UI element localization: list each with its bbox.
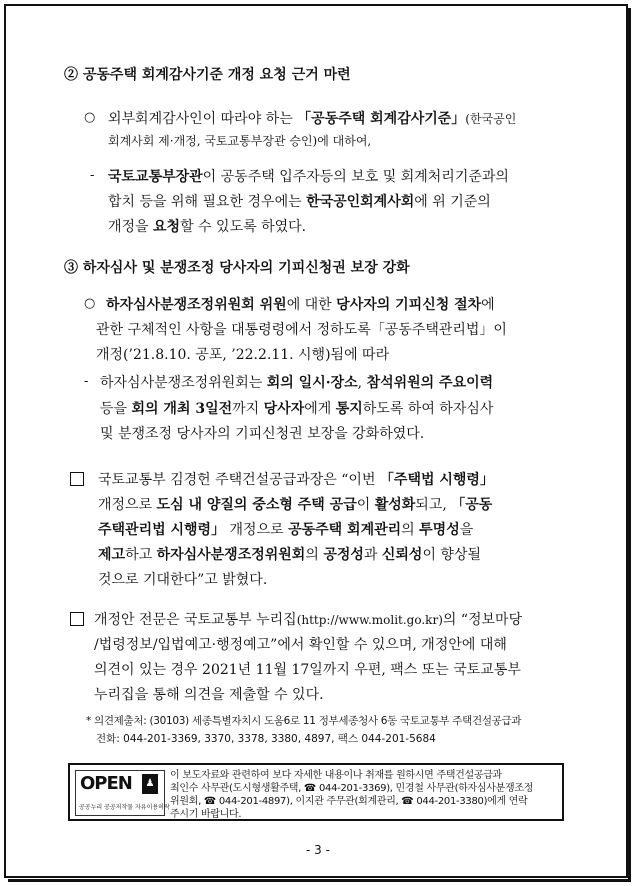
paragraph-line: 및 분쟁조정 당사자의 기피신청권 보장을 강화하였다. bbox=[100, 426, 425, 442]
dash-bullet-icon: - bbox=[90, 168, 95, 183]
paragraph-line: 외부회계감사인이 따라야 하는 「공동주택 회계감사기준」(한국공인 bbox=[108, 111, 517, 127]
paragraph-line: 국토교통부 김경헌 주택건설공급과장은 “이번 「주택법 시행령」 bbox=[98, 472, 494, 488]
paragraph-line: 하자심사분쟁조정위원회는 회의 일시·장소, 참석위원의 주요이력 bbox=[100, 375, 494, 391]
paragraph-line: 주택관리법 시행령」 개정으로 공동주택 회계관리의 투명성을 bbox=[98, 522, 474, 538]
section-title: 하자심사 및 분쟁조정 당사자의 기피신청권 보장 강화 bbox=[82, 260, 410, 276]
footer-line: 주시기 바랍니다. bbox=[170, 809, 242, 820]
paragraph-line: 합치 등을 위해 필요한 경우에는 한국공인회계사회에 위 기준의 bbox=[108, 194, 491, 210]
paragraph-line: 개정을 요청할 수 있도록 하였다. bbox=[108, 219, 307, 235]
paragraph-line: 개정안 전문은 국토교통부 누리집(http://www.molit.go.kr)의 “정보마당 bbox=[94, 612, 523, 628]
paragraph-line: 것으로 기대한다”고 밝혔다. bbox=[98, 572, 268, 588]
footer-line: 이 보도자료와 관련하여 보다 자세한 내용이나 취재를 원하시면 주택건설공급과 bbox=[170, 770, 502, 781]
paragraph-line: 제고하고 하자심사분쟁조정위원회의 공정성과 신뢰성이 향상될 bbox=[98, 547, 481, 563]
circle-bullet-icon: ○ bbox=[84, 296, 96, 311]
paragraph-line: 개정으로 도심 내 양질의 중소형 주택 공급이 활성화되고, 「공동 bbox=[98, 497, 493, 513]
contact-phone: 전화: 044-201-3369, 3370, 3378, 3380, 4897, 팩스 044-201-5684 bbox=[96, 733, 436, 745]
website-link[interactable]: (http://www.molit.go.kr) bbox=[296, 613, 443, 627]
contact-footer-box bbox=[68, 763, 564, 821]
paragraph-line: 등을 회의 개최 3일전까지 당사자에게 통지하도록 하여 하자심사 bbox=[100, 401, 494, 417]
circle-bullet-icon: ○ bbox=[84, 110, 96, 125]
paragraph-line: 개정(’21.8.10. 공포, ’22.2.11. 시행)됨에 따라 bbox=[96, 347, 390, 363]
footer-line: 최인수 사무관(도시형생활주택, ☎ 044-201-3369), 민경철 사무관(하자심사분쟁조정 bbox=[170, 783, 534, 794]
kogl-open-logo: OPEN ♟ 공공누리 공공저작물 자유이용허락 bbox=[75, 770, 165, 816]
square-bullet-icon bbox=[70, 612, 84, 626]
person-icon: ♟ bbox=[142, 774, 158, 794]
paragraph-line: /법령정보/입법예고·행정예고”에서 확인할 수 있으며, 개정안에 대해 bbox=[94, 637, 507, 653]
submission-address: * 의견제출처: (30103) 세종특별자치시 도움6로 11 정부세종청사 6동 국토교통부 주택건설공급과 bbox=[86, 715, 522, 727]
section-title: 공동주택 회계감사기준 개정 요청 근거 마련 bbox=[82, 67, 351, 83]
paragraph-line: 누리집을 통해 의견을 제출할 수 있다. bbox=[94, 687, 324, 703]
paragraph-line: 회계사회 제·개정, 국토교통부장관 승인)에 대하여, bbox=[108, 134, 372, 148]
section-number: ② bbox=[64, 67, 78, 83]
square-bullet-icon bbox=[70, 472, 84, 486]
section-3-heading bbox=[64, 257, 410, 277]
paragraph-line: 국토교통부장관이 공동주택 입주자등의 보호 및 회계처리기준과의 bbox=[108, 169, 509, 185]
paragraph-line: 의견이 있는 경우 2021년 11월 17일까지 우편, 팩스 또는 국토교통부 bbox=[94, 662, 521, 678]
section-number: ③ bbox=[64, 260, 78, 276]
paragraph-line: 관한 구체적인 사항을 대통령령에서 정하도록「공동주택관리법」이 bbox=[96, 322, 507, 338]
section-2-heading bbox=[64, 64, 351, 84]
page-number: - 3 - bbox=[306, 843, 330, 857]
paragraph-line: 하자심사분쟁조정위원회 위원에 대한 당사자의 기피신청 절차에 bbox=[106, 297, 495, 313]
dash-bullet-icon: - bbox=[84, 374, 89, 389]
footer-line: 위원회, ☎ 044-201-4897), 이지관 주무관(회계관리, ☎ 044-201-3380)에게 연락 bbox=[170, 796, 528, 807]
